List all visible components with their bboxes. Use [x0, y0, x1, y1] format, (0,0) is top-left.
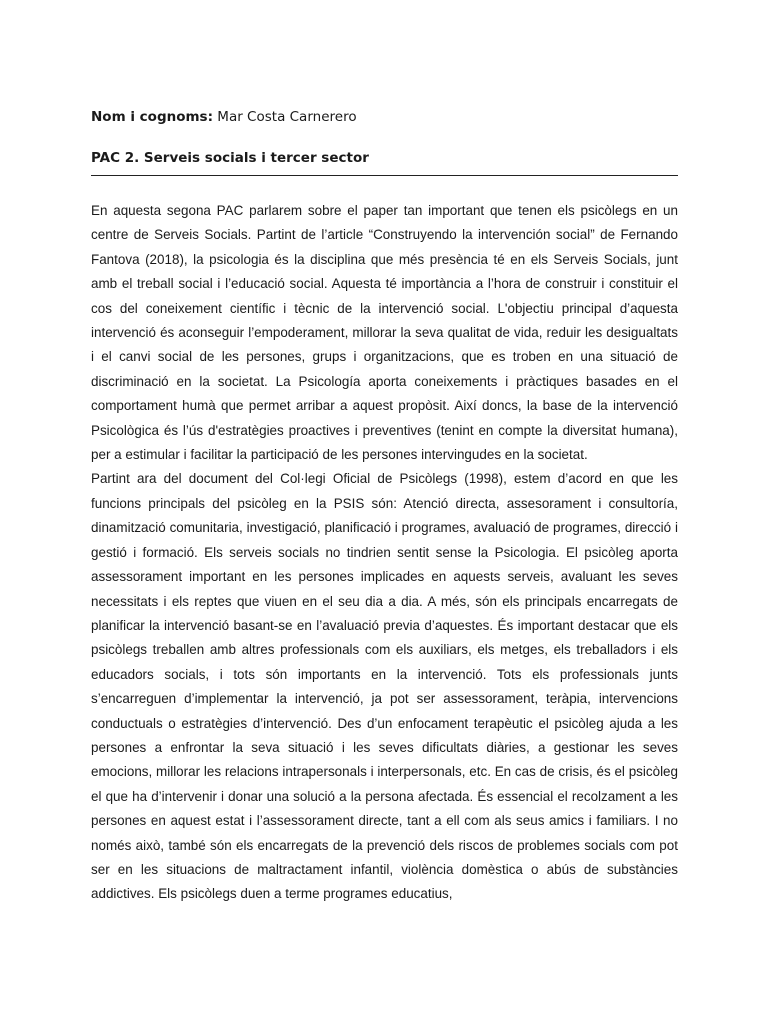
paragraph-functions: Partint ara del document del Col·legi Oficial de Psicòlegs (1998), estem d’acord en que les funcions principals del psicòleg en la PSIS són: Atenció directa, assesorament i consultoría, dinamització comunitaria, investigació, planificació i programes, avaluació de programes, direcció i gestió i formació. Els serveis socials no tindrien sentit sense la Psicologia. El psicòleg aporta assessorament important en les persones implicades en aquests serveis, avaluant les seves necessitats i els reptes que viuen en el seu dia a dia. A més, són els principals encarregats de planificar la intervenció basant-se en l’avaluació previa d’aquestes. És important destacar que els psicòlegs treballen amb altres professionals com els auxiliars, els metges, els treballadors i els educadors socials, i tots són importants en la intervenció. Tots els professionals junts s’encarreguen d’implementar la intervenció, ja pot ser assessorament, teràpia, intervencions conductuals o estratègies d’intervenció. Des d’un enfocament terapèutic el psicòleg ajuda a les persones a enfrontar la seva situació i les seves dificultats diàries, a gestionar les seves emocions, millorar les relacions intrapersonals i interpersonals, etc. En cas de crisis, és el psicòleg el que ha d’intervenir i donar una solució a la persona afectada. És essencial el recolzament a les persones en aquest estat i l’assessorament directe, tant a ell com als seus amics i familiars. I no només això, també són els encarregats de la prevenció dels riscos de problemes socials com pot ser en les situacions de maltractament infantil, violència domèstica o abús de substàncies addictives. Els psicòlegs duen a terme programes educatius, [91, 471, 678, 902]
title-divider [91, 175, 678, 176]
name-label: Nom i cognoms: [91, 109, 213, 125]
name-value: Mar Costa Carnerero [217, 109, 357, 125]
document-title: PAC 2. Serveis socials i tercer sector [91, 150, 369, 166]
document-body [91, 199, 678, 907]
student-name-line [91, 108, 357, 126]
paragraph-intro: En aquesta segona PAC parlarem sobre el paper tan important que tenen els psicòlegs en un centre de Serveis Socials. Partint de l’article “Construyendo la intervención social” de Fernando Fantova (2018), la psicologia és la disciplina que més presència té en els Serveis Socials, junt amb el treball social i l’educació social. Aquesta té importància a l’hora de construir i constituir el cos del coneixement científic i tècnic de la intervenció social. L'objectiu principal d’aquesta intervenció és aconseguir l’empoderament, millorar la seva qualitat de vida, reduir les desigualtats i el canvi social de les persones, grups i organitzacions, que es troben en una situació de discriminació en la societat. La Psicología aporta coneixements i pràctiques basades en el comportament humà que permet arribar a aquest propòsit. Així doncs, la base de la intervenció Psicològica és l’ús d'estratègies proactives i preventives (tenint en compte la diversitat humana), per a estimular i facilitar la participació de les persones intervingudes en la societat. [91, 203, 678, 463]
